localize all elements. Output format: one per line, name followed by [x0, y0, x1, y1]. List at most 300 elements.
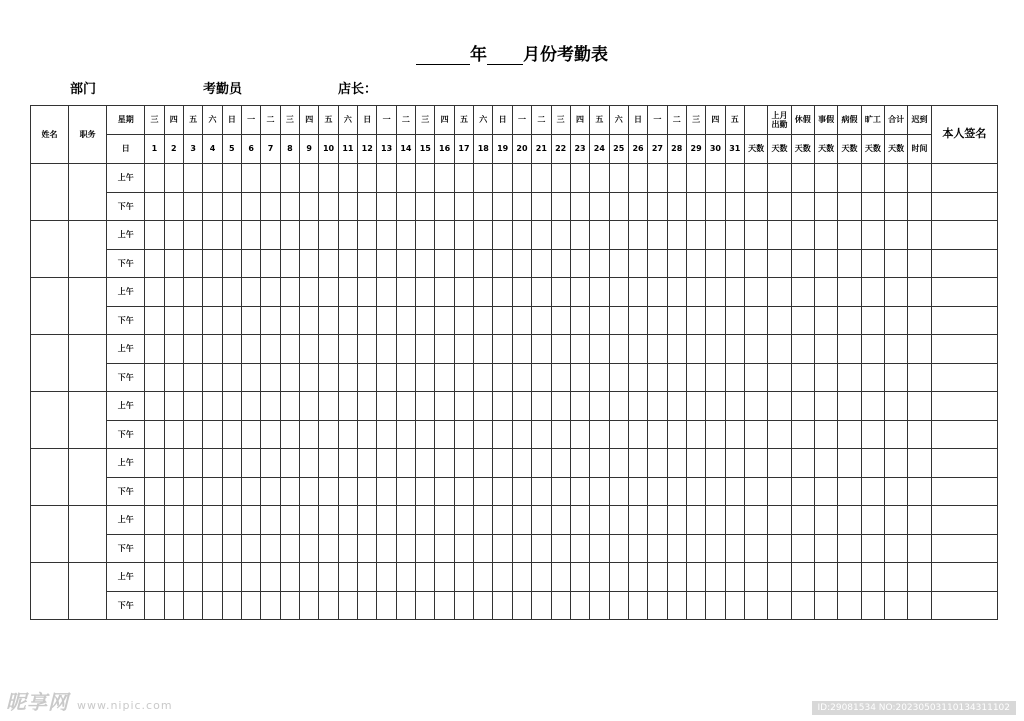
attendance-cell	[706, 278, 725, 307]
attendance-cell	[551, 506, 570, 535]
attendance-cell	[493, 563, 512, 592]
attendance-cell	[474, 164, 493, 193]
employee-position-cell	[69, 221, 107, 278]
attendance-cell	[814, 591, 837, 620]
period-label-am: 上午	[107, 392, 145, 421]
attendance-cell	[648, 449, 667, 478]
attendance-cell	[725, 221, 744, 250]
attendance-cell	[300, 563, 319, 592]
attendance-cell	[358, 506, 377, 535]
attendance-cell	[686, 278, 705, 307]
attendance-cell	[358, 449, 377, 478]
attendance-cell	[814, 278, 837, 307]
summary-header-top: 迟到	[908, 106, 931, 135]
attendance-cell	[319, 335, 338, 364]
weekday-cell: 二	[261, 106, 280, 135]
attendance-cell	[474, 249, 493, 278]
year-label: 年	[470, 45, 487, 65]
attendance-cell	[667, 363, 686, 392]
attendance-cell	[551, 449, 570, 478]
attendance-cell	[838, 221, 861, 250]
attendance-cell	[667, 221, 686, 250]
attendance-cell	[570, 563, 589, 592]
summary-header-bottom: 天数	[861, 135, 884, 164]
employee-name-cell	[31, 392, 69, 449]
attendance-cell	[814, 192, 837, 221]
attendance-cell	[609, 335, 628, 364]
attendance-cell	[838, 449, 861, 478]
attendance-cell	[358, 249, 377, 278]
attendance-cell	[280, 306, 299, 335]
attendance-cell	[145, 335, 164, 364]
day-number-cell: 28	[667, 135, 686, 164]
table-row	[31, 534, 998, 563]
attendance-cell	[300, 192, 319, 221]
attendance-cell	[744, 591, 767, 620]
weekday-cell: 六	[474, 106, 493, 135]
attendance-cell	[358, 164, 377, 193]
attendance-cell	[474, 591, 493, 620]
attendance-cell	[686, 477, 705, 506]
attendance-cell	[590, 192, 609, 221]
period-label-pm: 下午	[107, 306, 145, 335]
attendance-cell	[590, 591, 609, 620]
attendance-cell	[908, 164, 931, 193]
attendance-cell	[319, 306, 338, 335]
attendance-cell	[164, 420, 183, 449]
day-number-cell: 20	[512, 135, 531, 164]
day-number-cell: 12	[358, 135, 377, 164]
attendance-cell	[222, 363, 241, 392]
attendance-cell	[300, 164, 319, 193]
day-number-cell: 25	[609, 135, 628, 164]
attendance-cell	[706, 335, 725, 364]
attendance-cell	[164, 477, 183, 506]
attendance-cell	[474, 563, 493, 592]
employee-position-cell	[69, 278, 107, 335]
attendance-cell	[885, 506, 908, 535]
attendance-cell	[791, 278, 814, 307]
attendance-cell	[396, 363, 415, 392]
attendance-cell	[648, 506, 667, 535]
attendance-cell	[628, 249, 647, 278]
attendance-cell	[396, 563, 415, 592]
watermark-id: ID:29081534 NO:20230503110134311102	[812, 701, 1017, 715]
attendance-cell	[145, 278, 164, 307]
attendance-cell	[300, 591, 319, 620]
attendance-cell	[377, 221, 396, 250]
attendance-cell	[396, 506, 415, 535]
attendance-cell	[908, 392, 931, 421]
summary-header-top: 病假	[838, 106, 861, 135]
attendance-cell	[768, 278, 791, 307]
attendance-cell	[435, 221, 454, 250]
attendance-cell	[454, 221, 473, 250]
attendance-cell	[145, 563, 164, 592]
attendance-cell	[725, 449, 744, 478]
attendance-cell	[242, 534, 261, 563]
attendance-cell	[164, 249, 183, 278]
attendance-cell	[338, 449, 357, 478]
attendance-cell	[164, 221, 183, 250]
attendance-cell	[474, 506, 493, 535]
attendance-cell	[242, 306, 261, 335]
attendance-cell	[725, 591, 744, 620]
attendance-cell	[300, 477, 319, 506]
day-number-cell: 16	[435, 135, 454, 164]
attendance-cell	[512, 164, 531, 193]
attendance-table	[30, 105, 998, 620]
attendance-cell	[628, 221, 647, 250]
attendance-cell	[570, 477, 589, 506]
attendance-cell	[570, 534, 589, 563]
attendance-cell	[931, 192, 997, 221]
day-number-cell: 18	[474, 135, 493, 164]
attendance-cell	[908, 363, 931, 392]
attendance-cell	[814, 563, 837, 592]
attendance-cell	[338, 420, 357, 449]
attendance-cell	[667, 335, 686, 364]
period-label-am: 上午	[107, 563, 145, 592]
attendance-cell	[145, 392, 164, 421]
attendance-cell	[532, 249, 551, 278]
attendance-cell	[814, 449, 837, 478]
attendance-cell	[261, 534, 280, 563]
attendance-cell	[416, 164, 435, 193]
day-number-cell: 15	[416, 135, 435, 164]
attendance-cell	[416, 392, 435, 421]
day-number-cell: 7	[261, 135, 280, 164]
attendance-cell	[706, 506, 725, 535]
attendance-cell	[300, 335, 319, 364]
attendance-cell	[648, 221, 667, 250]
weekday-cell: 日	[358, 106, 377, 135]
attendance-cell	[280, 249, 299, 278]
attendance-cell	[261, 164, 280, 193]
employee-name-cell	[31, 335, 69, 392]
attendance-cell	[861, 249, 884, 278]
attendance-cell	[667, 278, 686, 307]
period-label-am: 上午	[107, 449, 145, 478]
summary-header-top: 上月出勤	[768, 106, 791, 135]
attendance-cell	[590, 335, 609, 364]
attendance-cell	[435, 477, 454, 506]
attendance-cell	[931, 363, 997, 392]
attendance-cell	[435, 363, 454, 392]
attendance-cell	[261, 363, 280, 392]
attendance-cell	[183, 392, 202, 421]
attendance-cell	[908, 449, 931, 478]
attendance-cell	[454, 591, 473, 620]
attendance-cell	[609, 449, 628, 478]
attendance-cell	[768, 335, 791, 364]
department-label: 部门	[70, 82, 97, 97]
attendance-cell	[885, 306, 908, 335]
attendance-cell	[338, 563, 357, 592]
attendance-cell	[628, 534, 647, 563]
attendance-cell	[222, 278, 241, 307]
attendance-cell	[164, 335, 183, 364]
attendance-cell	[791, 420, 814, 449]
attendance-cell	[454, 278, 473, 307]
attendance-cell	[300, 420, 319, 449]
attendance-cell	[648, 420, 667, 449]
attendance-cell	[931, 591, 997, 620]
attendance-cell	[454, 192, 473, 221]
attendance-cell	[768, 192, 791, 221]
attendance-cell	[183, 192, 202, 221]
attendance-cell	[242, 477, 261, 506]
attendance-cell	[512, 363, 531, 392]
month-blank	[487, 46, 523, 65]
attendance-cell	[512, 534, 531, 563]
attendance-cell	[319, 506, 338, 535]
weekday-cell: 三	[551, 106, 570, 135]
attendance-cell	[885, 420, 908, 449]
attendance-cell	[396, 335, 415, 364]
attendance-cell	[744, 335, 767, 364]
attendance-cell	[183, 335, 202, 364]
attendance-cell	[609, 420, 628, 449]
attendance-cell	[667, 563, 686, 592]
attendance-cell	[686, 392, 705, 421]
attendance-cell	[338, 506, 357, 535]
attendance-cell	[280, 392, 299, 421]
attendance-cell	[885, 335, 908, 364]
attendance-cell	[861, 534, 884, 563]
attendance-cell	[590, 392, 609, 421]
attendance-cell	[609, 164, 628, 193]
attendance-cell	[667, 506, 686, 535]
attendance-cell	[532, 363, 551, 392]
attendance-cell	[358, 477, 377, 506]
attendance-cell	[744, 563, 767, 592]
attendance-cell	[300, 306, 319, 335]
attendance-cell	[377, 449, 396, 478]
attendance-cell	[551, 477, 570, 506]
table-row	[31, 278, 998, 307]
summary-header-bottom: 天数	[814, 135, 837, 164]
attendance-cell	[551, 563, 570, 592]
table-row	[31, 506, 998, 535]
attendance-cell	[768, 506, 791, 535]
attendance-cell	[377, 192, 396, 221]
attendance-cell	[435, 534, 454, 563]
attendance-cell	[474, 449, 493, 478]
attendance-cell	[931, 392, 997, 421]
summary-header-bottom: 天数	[838, 135, 861, 164]
attendance-cell	[338, 192, 357, 221]
employee-position-cell	[69, 335, 107, 392]
attendance-cell	[377, 506, 396, 535]
attendance-cell	[358, 335, 377, 364]
attendance-cell	[493, 449, 512, 478]
attendance-cell	[768, 534, 791, 563]
attendance-cell	[838, 192, 861, 221]
attendance-cell	[493, 278, 512, 307]
attendance-cell	[512, 278, 531, 307]
attendance-cell	[319, 449, 338, 478]
attendance-cell	[416, 563, 435, 592]
attendance-cell	[396, 591, 415, 620]
weekday-cell: 三	[280, 106, 299, 135]
attendance-cell	[686, 335, 705, 364]
summary-header-bottom: 时间	[908, 135, 931, 164]
attendance-cell	[512, 563, 531, 592]
attendance-cell	[183, 477, 202, 506]
attendance-cell	[183, 363, 202, 392]
attendance-cell	[435, 420, 454, 449]
attendance-cell	[648, 335, 667, 364]
weekday-cell: 五	[725, 106, 744, 135]
day-number-cell: 30	[706, 135, 725, 164]
attendance-cell	[377, 420, 396, 449]
attendance-cell	[725, 392, 744, 421]
attendance-cell	[145, 192, 164, 221]
attendance-cell	[300, 249, 319, 278]
table-row	[31, 477, 998, 506]
weekday-cell: 六	[609, 106, 628, 135]
attendance-cell	[145, 363, 164, 392]
attendance-cell	[570, 363, 589, 392]
attendance-cell	[532, 591, 551, 620]
attendance-cell	[222, 249, 241, 278]
attendance-cell	[706, 306, 725, 335]
attendance-cell	[435, 335, 454, 364]
attendance-cell	[358, 534, 377, 563]
attendance-cell	[280, 534, 299, 563]
attendance-cell	[885, 534, 908, 563]
attendance-cell	[570, 192, 589, 221]
weekday-cell: 日	[493, 106, 512, 135]
attendance-cell	[861, 420, 884, 449]
attendance-cell	[532, 221, 551, 250]
attendance-cell	[885, 249, 908, 278]
attendance-cell	[885, 363, 908, 392]
attendance-cell	[532, 306, 551, 335]
day-number-cell: 31	[725, 135, 744, 164]
attendance-cell	[358, 221, 377, 250]
attendance-cell	[861, 306, 884, 335]
weekday-cell: 四	[435, 106, 454, 135]
weekday-cell: 一	[242, 106, 261, 135]
attendance-cell	[280, 563, 299, 592]
attendance-cell	[416, 192, 435, 221]
attendance-cell	[183, 563, 202, 592]
attendance-cell	[454, 506, 473, 535]
attendance-cell	[931, 477, 997, 506]
attendance-cell	[590, 449, 609, 478]
attendance-cell	[435, 192, 454, 221]
attendance-cell	[686, 164, 705, 193]
attendance-cell	[242, 192, 261, 221]
attendance-cell	[861, 278, 884, 307]
attendance-cell	[512, 392, 531, 421]
attendance-cell	[744, 192, 767, 221]
attendance-cell	[744, 392, 767, 421]
employee-name-cell	[31, 449, 69, 506]
attendance-cell	[861, 563, 884, 592]
attendance-cell	[532, 335, 551, 364]
weekday-cell: 五	[183, 106, 202, 135]
period-label-pm: 下午	[107, 534, 145, 563]
attendance-cell	[570, 306, 589, 335]
attendance-cell	[338, 534, 357, 563]
attendance-cell	[493, 249, 512, 278]
employee-name-cell	[31, 221, 69, 278]
attendance-cell	[706, 477, 725, 506]
attendance-cell	[261, 506, 280, 535]
attendance-cell	[908, 306, 931, 335]
attendance-cell	[667, 477, 686, 506]
attendance-cell	[609, 591, 628, 620]
attendance-cell	[725, 477, 744, 506]
attendance-cell	[931, 420, 997, 449]
employee-name-cell	[31, 506, 69, 563]
attendance-cell	[931, 278, 997, 307]
attendance-cell	[791, 363, 814, 392]
header-position: 职务	[69, 106, 107, 164]
attendance-cell	[590, 420, 609, 449]
attendance-cell	[261, 306, 280, 335]
weekday-cell: 四	[706, 106, 725, 135]
attendance-cell	[396, 477, 415, 506]
summary-header-top: 事假	[814, 106, 837, 135]
attendance-cell	[435, 278, 454, 307]
attendance-cell	[590, 363, 609, 392]
attendance-cell	[725, 335, 744, 364]
attendance-cell	[203, 563, 222, 592]
attendance-cell	[164, 392, 183, 421]
attendance-cell	[261, 335, 280, 364]
attendance-cell	[648, 278, 667, 307]
attendance-cell	[791, 249, 814, 278]
attendance-cell	[454, 449, 473, 478]
day-number-cell: 3	[183, 135, 202, 164]
attendance-cell	[474, 335, 493, 364]
table-row	[31, 221, 998, 250]
clerk-label: 考勤员	[203, 82, 243, 97]
summary-header-top	[744, 106, 767, 135]
attendance-cell	[861, 192, 884, 221]
attendance-cell	[791, 477, 814, 506]
attendance-cell	[725, 249, 744, 278]
attendance-cell	[570, 249, 589, 278]
attendance-cell	[145, 420, 164, 449]
sheet-title	[0, 40, 1024, 65]
day-number-cell: 5	[222, 135, 241, 164]
attendance-cell	[358, 591, 377, 620]
weekday-cell: 五	[454, 106, 473, 135]
attendance-cell	[551, 249, 570, 278]
employee-name-cell	[31, 164, 69, 221]
attendance-cell	[648, 563, 667, 592]
day-number-cell: 29	[686, 135, 705, 164]
attendance-cell	[838, 420, 861, 449]
attendance-cell	[667, 164, 686, 193]
attendance-cell	[377, 563, 396, 592]
attendance-cell	[609, 192, 628, 221]
attendance-cell	[164, 164, 183, 193]
header-weekday-label: 星期	[107, 106, 145, 135]
attendance-cell	[261, 392, 280, 421]
summary-header-top: 合计	[885, 106, 908, 135]
attendance-cell	[791, 392, 814, 421]
attendance-cell	[532, 192, 551, 221]
attendance-cell	[686, 591, 705, 620]
attendance-cell	[768, 249, 791, 278]
attendance-cell	[493, 534, 512, 563]
